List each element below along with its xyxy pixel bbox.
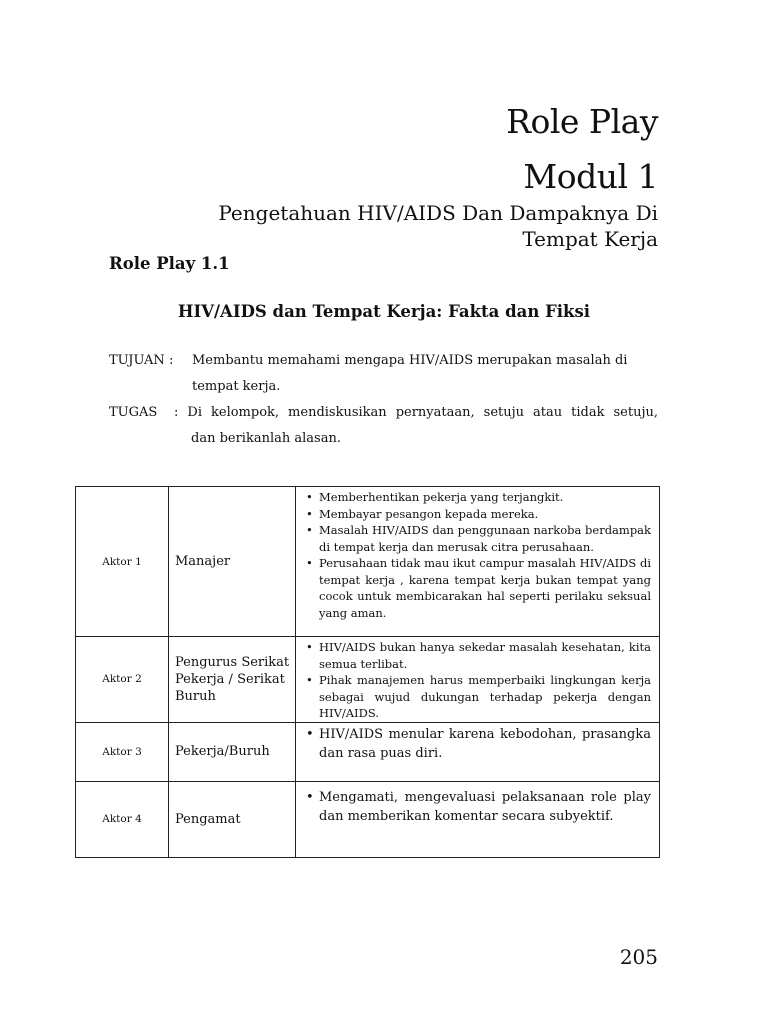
list-item: • Masalah HIV/AIDS dan penggunaan narkoba berdampak di tempat kerja dan merusak citra perusahaan. bbox=[306, 523, 652, 554]
tugas-text bbox=[174, 400, 658, 452]
aktor-cell: Aktor 2 bbox=[76, 637, 169, 723]
list-item: • Mengamati, mengevaluasi pelaksanaan role play dan memberikan komentar secara subyektif. bbox=[306, 789, 651, 824]
module-subtitle bbox=[138, 200, 658, 252]
bullet-icon: • bbox=[306, 556, 313, 570]
list-item: • Perusahaan tidak mau ikut campur masalah HIV/AIDS di tempat kerja , karena tempat kerja bukan tempat yang cocok untuk membicarakan hal seperti perilaku seksual yang aman. bbox=[306, 556, 651, 620]
description-cell bbox=[296, 781, 660, 857]
role-cell: Pengurus Serikat Pekerja / Serikat Buruh bbox=[169, 637, 296, 723]
document-title: Role Play bbox=[506, 102, 658, 141]
tujuan-line-1: Membantu memahami mengapa HIV/AIDS merupakan masalah di bbox=[192, 353, 628, 368]
list-item: • HIV/AIDS menular karena kebodohan, prasangka dan rasa puas diri. bbox=[306, 726, 651, 761]
aktor-cell: Aktor 4 bbox=[76, 781, 169, 857]
bullet-icon: • bbox=[306, 673, 313, 687]
description-cell bbox=[296, 487, 660, 637]
list-item: • Pihak manajemen harus memperbaiki lingkungan kerja sebagai wujud dukungan terhadap pekerja dengan HIV/AIDS. bbox=[306, 673, 651, 720]
tugas-label: TUGAS bbox=[109, 405, 158, 420]
bullet-icon: • bbox=[306, 523, 313, 537]
page-number: 205 bbox=[619, 945, 658, 969]
bullet-icon: • bbox=[306, 506, 313, 521]
list-item: • Membayar pesangon kepada mereka. bbox=[306, 506, 539, 521]
table-row bbox=[76, 722, 660, 781]
section-label: Role Play 1.1 bbox=[109, 254, 230, 273]
subtitle-line-2: Tempat Kerja bbox=[522, 227, 658, 251]
table-row bbox=[76, 637, 660, 723]
list-item: • Memberhentikan pekerja yang terjangkit. bbox=[306, 490, 564, 504]
description-cell bbox=[296, 722, 660, 781]
tujuan-line-2: tempat kerja. bbox=[192, 379, 281, 394]
subtitle-line-1: Pengetahuan HIV/AIDS Dan Dampaknya Di bbox=[218, 201, 658, 225]
list-item: • HIV/AIDS bukan hanya sekedar masalah kesehatan, kita semua terlibat. bbox=[306, 640, 651, 671]
table-row bbox=[76, 781, 660, 857]
tugas-line-1: : Di kelompok, mendiskusikan pernyataan, setuju atau tidak setuju, bbox=[174, 405, 658, 420]
roles-table bbox=[75, 486, 660, 858]
aktor-cell: Aktor 3 bbox=[76, 722, 169, 781]
module-title: Modul 1 bbox=[523, 157, 658, 196]
role-cell: Pekerja/Buruh bbox=[169, 722, 296, 781]
bullet-icon: • bbox=[306, 789, 314, 805]
tujuan-label: TUJUAN : bbox=[109, 353, 174, 368]
role-cell: Pengamat bbox=[169, 781, 296, 857]
table-row bbox=[76, 487, 660, 637]
description-cell bbox=[296, 637, 660, 723]
role-cell: Manajer bbox=[169, 487, 296, 637]
bullet-icon: • bbox=[306, 726, 314, 742]
aktor-cell: Aktor 1 bbox=[76, 487, 169, 637]
tugas-line-2: dan berikanlah alasan. bbox=[191, 431, 341, 446]
statement-list bbox=[306, 489, 651, 621]
bullet-icon: • bbox=[306, 490, 313, 504]
statement-list bbox=[306, 725, 651, 763]
bullet-icon: • bbox=[306, 640, 313, 654]
statement-list bbox=[306, 639, 651, 722]
statement-list bbox=[306, 788, 651, 826]
section-heading: HIV/AIDS dan Tempat Kerja: Fakta dan Fiksi bbox=[177, 302, 591, 321]
tujuan-text bbox=[192, 348, 658, 400]
